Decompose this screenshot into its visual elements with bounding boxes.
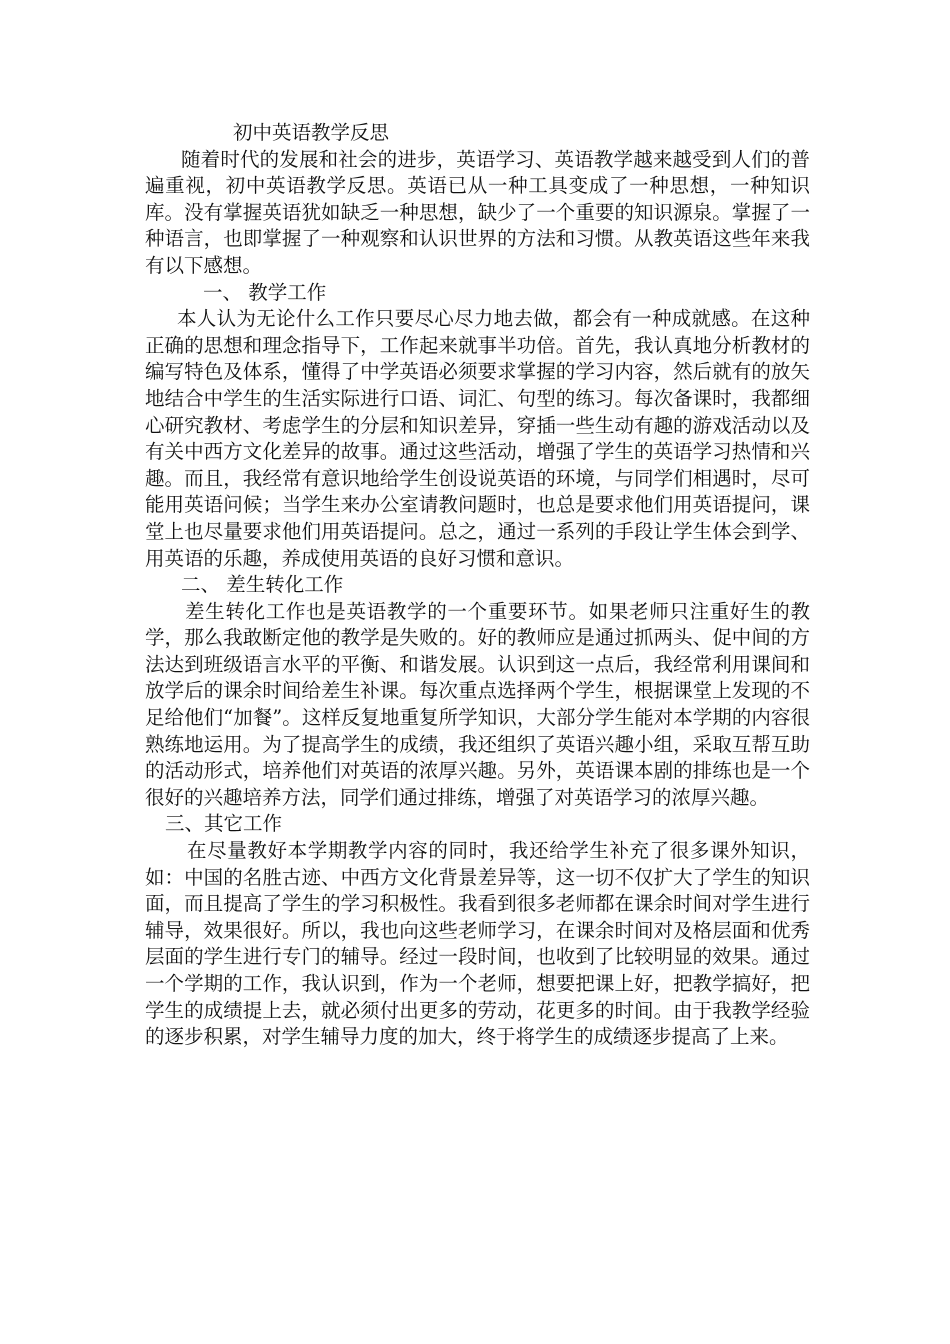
intro-paragraph: 随着时代的发展和社会的进步，英语学习、英语教学越来越受到人们的普遍重视，初中英语教学反思。英语已从一种工具变成了一种思想，一种知识库。没有掌握英语犹如缺乏一种思想，缺少了一个重要的知识源泉。掌握了一种语言，也即掌握了一种观察和认识世界的方法和习惯。从教英语这些年来我有以下感想。 — [145, 147, 810, 277]
section-body-other-work: 在尽量教好本学期教学内容的同时，我还给学生补充了很多课外知识，如：中国的名胜古迹、中西方文化背景差异等，这一切不仅扩大了学生的知识面，而且提高了学生的学习积极性。我看到很多老师都在课余时间对学生进行辅导，效果很好。所以，我也向这些老师学习，在课余时间对及格层面和优秀层面的学生进行专门的辅导。经过一段时间，也收到了比较明显的效果。通过一个学期的工作，我认识到，作为一个老师，想要把课上好，把教学搞好，把学生的成绩提上去，就必须付出更多的劳动，花更多的时间。由于我教学经验的逐步积累，对学生辅导力度的加大，终于将学生的成绩逐步提高了上来。 — [145, 839, 810, 1049]
page-title: 初中英语教学反思 — [233, 121, 390, 144]
section-body-weak-students: 差生转化工作也是英语教学的一个重要环节。如果老师只注重好生的教学，那么我敢断定他的教学是失败的。好的教师应是通过抓两头、促中间的方法达到班级语言水平的平衡、和谐发展。认识到这一点后，我经常利用课间和放学后的课余时间给差生补课。每次重点选择两个学生，根据课堂上发现的不足给他们“加餐”。这样反复地重复所学知识，大部分学生能对本学期的内容很熟练地运用。为了提高学生的成绩，我还组织了英语兴趣小组，采取互帮互助的活动形式，培养他们对英语的浓厚兴趣。另外，英语课本剧的排练也是一个很好的兴趣培养方法，同学们通过排练，增强了对英语学习的浓厚兴趣。 — [145, 599, 810, 809]
section-heading-other-work: 三、其它工作 — [165, 812, 283, 836]
section-heading-teaching: 一、 教学工作 — [203, 280, 327, 304]
document-body — [145, 120, 810, 1051]
section-heading-weak-students: 二、 差生转化工作 — [181, 573, 344, 597]
section-body-teaching: 本人认为无论什么工作只要尽心尽力地去做，都会有一种成就感。在这种正确的思想和理念指导下，工作起来就事半功倍。首先，我认真地分析教材的编写特色及体系，懂得了中学英语必须要求掌握的学习内容，然后就有的放矢地结合中学生的生活实际进行口语、词汇、句型的练习。每次备课时，我都细心研究教材、考虑学生的分层和知识差异，穿插一些生动有趣的游戏活动以及有关中西方文化差异的故事。通过这些活动，增强了学生的英语学习热情和兴趣。而且，我经常有意识地给学生创设说英语的环境，与同学们相遇时，尽可能用英语问候；当学生来办公室请教问题时，也总是要求他们用英语提问，课堂上也尽量要求他们用英语提问。总之，通过一系列的手段让学生体会到学、用英语的乐趣，养成使用英语的良好习惯和意识。 — [145, 307, 810, 570]
